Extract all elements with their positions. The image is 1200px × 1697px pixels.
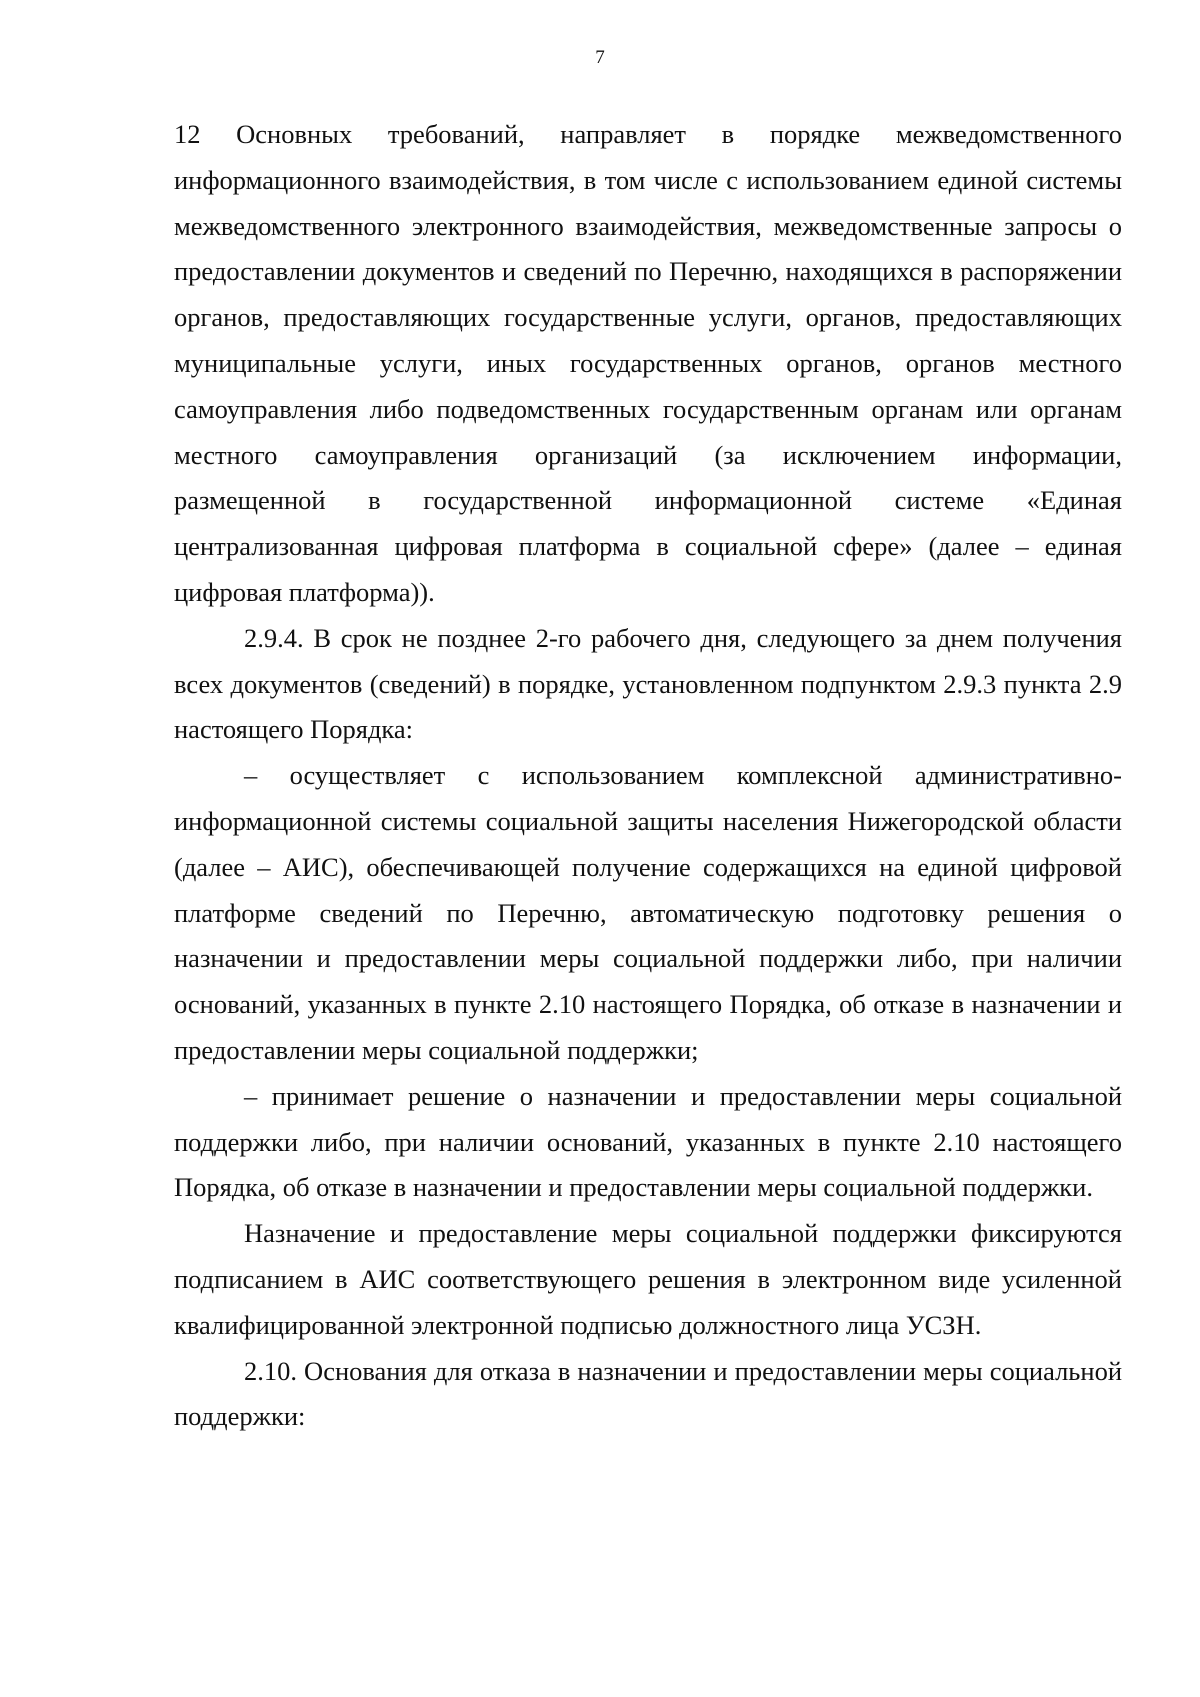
page-number: 7 <box>595 47 605 68</box>
paragraph-item-ais-preparation: – осуществляет с использованием комплексной административно-информационной системы социальной защиты населения Нижегородской области (далее – АИС), обеспечивающей получение содержащихся на единой цифровой платформе сведений по Перечню, автоматическую подготовку решения о назначении и предоставлении меры социальной поддержки либо, при наличии оснований, указанных в пункте 2.10 настоящего Порядка, об отказе в назначении и предоставлении меры социальной поддержки; <box>174 760 1122 1065</box>
document-body <box>174 112 1122 1440</box>
paragraph-continuation: 12 Основных требований, направляет в порядке межведомственного информационного взаимодействия, в том числе с использованием единой системы межведомственного электронного взаимодействия, межведомственные запросы о предоставлении документов и сведений по Перечню, находящихся в распоряжении органов, предоставляющих государственные услуги, органов, предоставляющих муниципальные услуги, иных государственных органов, органов местного самоуправления либо подведомственных государственным органам или органам местного самоуправления организаций (за исключением информации, размещенной в государственной информационной системе «Единая централизованная цифровая платформа в социальной сфере» (далее – единая цифровая платформа)). <box>174 119 1122 607</box>
paragraph-2-9-4: 2.9.4. В срок не позднее 2-го рабочего дня, следующего за днем получения всех документов (сведений) в порядке, установленном подпунктом 2.9.3 пункта 2.9 настоящего Порядка: <box>174 622 1122 745</box>
paragraph-item-decision: – принимает решение о назначении и предоставлении меры социальной поддержки либо, при наличии оснований, указанных в пункте 2.10 настоящего Порядка, об отказе в назначении и предоставлении меры социальной поддержки. <box>174 1080 1122 1203</box>
paragraph-signing: Назначение и предоставление меры социальной поддержки фиксируются подписанием в АИС соответствующего решения в электронном виде усиленной квалифицированной электронной подписью должностного лица УСЗН. <box>174 1218 1122 1340</box>
paragraph-2-10: 2.10. Основания для отказа в назначении и предоставлении меры социальной поддержки: <box>174 1355 1122 1432</box>
